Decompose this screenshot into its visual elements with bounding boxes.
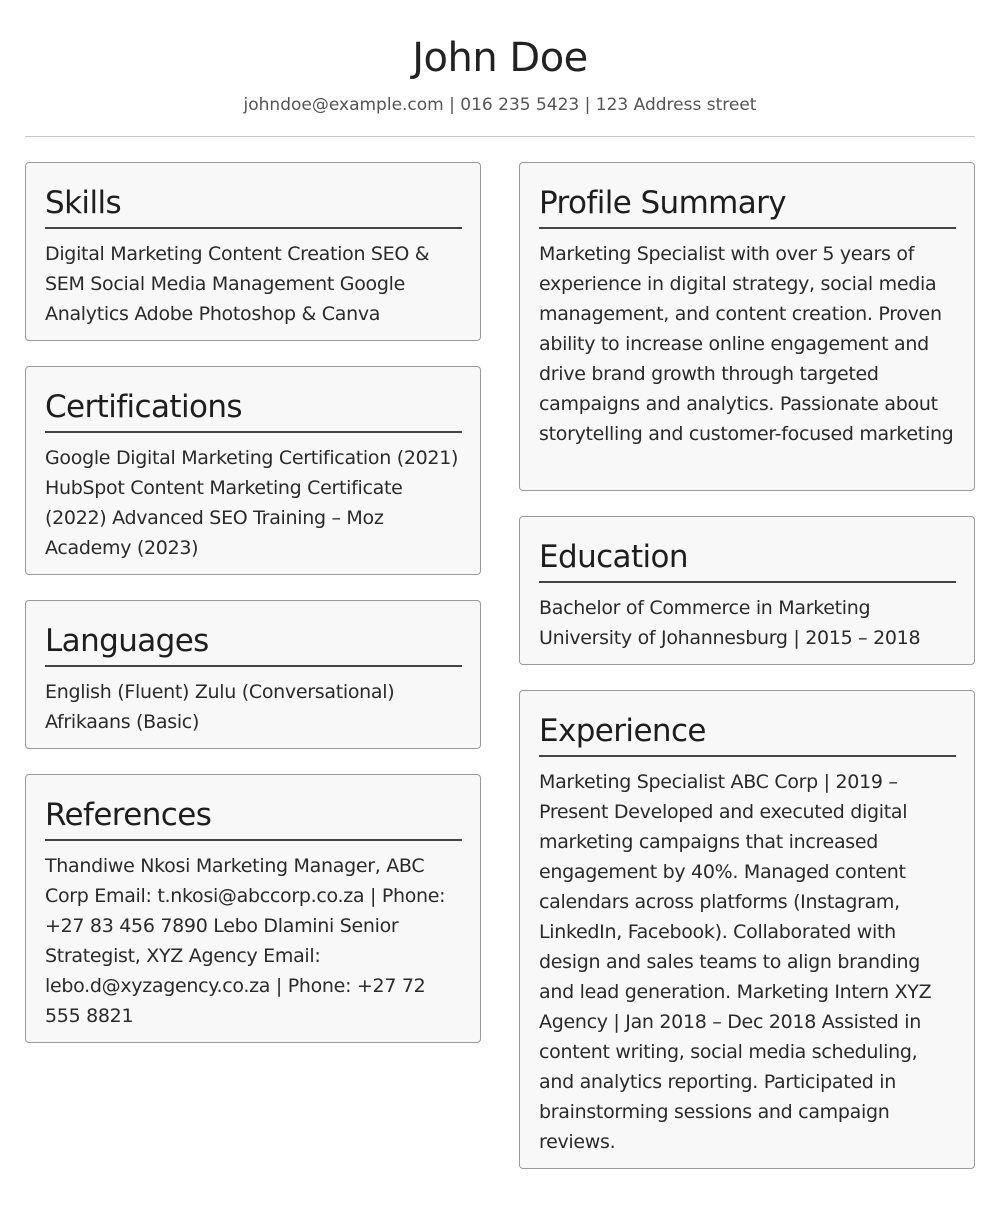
languages-heading: Languages xyxy=(45,619,462,667)
certifications-text: Google Digital Marketing Certification (2021) HubSpot Content Marketing Certificate (2022) Advanced SEO Training – Moz Academy (2023) xyxy=(45,447,459,559)
references-text: Thandiwe Nkosi Marketing Manager, ABC Corp Email: t.nkosi@abccorp.co.za | Phone: +27 83 456 7890 Lebo Dlamini Senior Strategist, XYZ Agency Email: lebo.d@xyzagency.co.za | Phone: +27 72 555 8821 xyxy=(45,855,446,1027)
languages-section xyxy=(25,600,481,749)
education-heading: Education xyxy=(539,535,956,583)
languages-text: English (Fluent) Zulu (Conversational) Afrikaans (Basic) xyxy=(45,681,395,733)
education-text: Bachelor of Commerce in Marketing University of Johannesburg | 2015 – 2018 xyxy=(539,597,921,649)
experience-text: Marketing Specialist ABC Corp | 2019 – Present Developed and executed digital marketing campaigns that increased engagement by 40%. Managed content calendars across platforms (Instagram, LinkedIn, Facebook). Collaborated with design and sales teams to align branding and lead generation. Marketing Intern XYZ Agency | Jan 2018 – Dec 2018 Assisted in content writing, social media scheduling, and analytics reporting. Participated in brainstorming sessions and campaign reviews. xyxy=(539,771,932,1153)
skills-section xyxy=(25,162,481,341)
education-section xyxy=(519,516,975,665)
candidate-name: John Doe xyxy=(412,35,588,81)
profile-summary-section xyxy=(519,162,975,491)
references-heading: References xyxy=(45,793,462,841)
profile-summary-heading: Profile Summary xyxy=(539,181,956,229)
profile-summary-text: Marketing Specialist with over 5 years of experience in digital strategy, social media management, and content creation. Proven ability to increase online engagement and drive brand growth through targeted campaigns and analytics. Passionate about storytelling and customer-focused marketing xyxy=(539,243,954,445)
resume-header xyxy=(25,0,975,137)
certifications-heading: Certifications xyxy=(45,385,462,433)
contact-info: johndoe@example.com | 016 235 5423 | 123 Address street xyxy=(243,95,757,115)
references-section xyxy=(25,774,481,1043)
certifications-section xyxy=(25,366,481,575)
skills-text: Digital Marketing Content Creation SEO & SEM Social Media Management Google Analytics Adobe Photoshop & Canva xyxy=(45,243,430,325)
skills-heading: Skills xyxy=(45,181,462,229)
experience-section xyxy=(519,690,975,1169)
experience-heading: Experience xyxy=(539,709,956,757)
